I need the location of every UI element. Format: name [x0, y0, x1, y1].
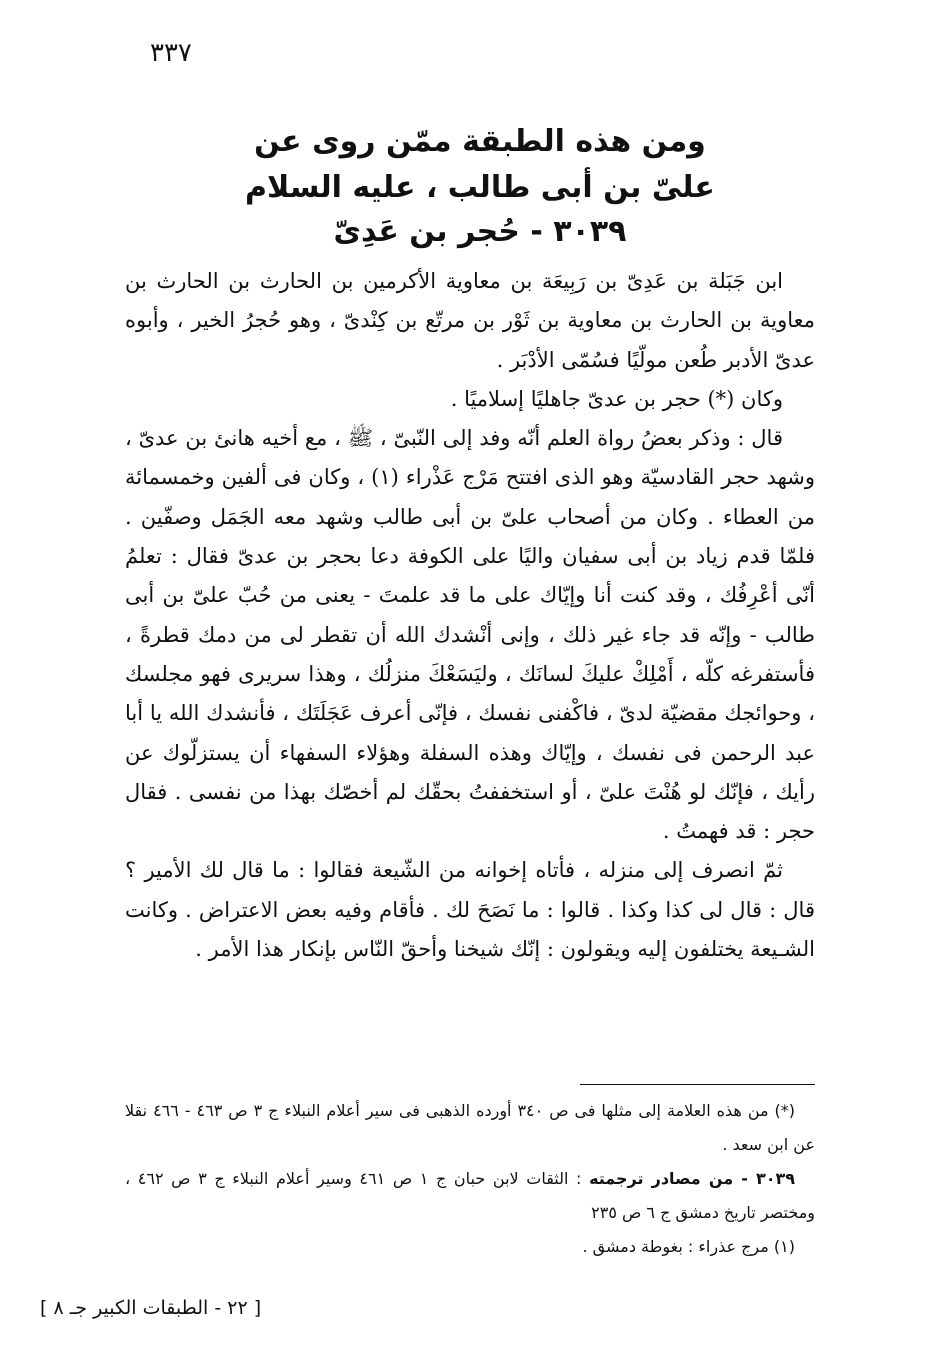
footnote-1: (١) مرج عذراء : بغوطة دمشق . [582, 1237, 795, 1256]
paragraph: وكان (*) حجر بن عدىّ جاهليًا إسلاميًا . [450, 386, 783, 411]
paragraph: قال : وذكر بعضُ رواة العلم أنّه وفد إلى النّبىّ ، ﷺ ، مع أخيه هانئ بن عدىّ ، وشهد حجر القادسيّة وهو الذى افتتح مَرْج عَذْراء (١) ، وكان فى ألفين وخمسمائة من العطاء . وكان من أصحاب علىّ بن أبى طالب وشهد معه الجَمَل وصفّين . فلمّا قدم زياد بن أبى سفيان واليًا على الكوفة دعا بحجر بن عدىّ فقال : تعلمُ أنّى أعْرِفُك ، وقد كنت أنا وإيّاك على ما قد علمتَ - يعنى من حُبّ علىّ بن أبى طالب - وإنّه قد جاء غير ذلك ، وإنى أنْشدك الله أن تقطر لى من دمك قطرةً ، فأستفرغه كلّه ، أَمْلِكْ عليكَ لسانَك ، وليَسَعْكَ منزلُك ، وهذا سريرى فهو مجلسك ، وحوائجك مقضيّة لدىّ ، فاكْفنى نفسك ، فإنّى أعرف عَجَلَتَك ، فأنشدك الله يا أبا عبد الرحمن فى نفسك ، وإيّاك وهذه السفلة وهؤلاء السفهاء أن يستزلّوك عن رأيك ، فإنّك لو هُنْتَ علىّ ، أو استخففتُ بحقّك لم أخصّك بهذا من نفسى . فقال حجر : قد فهمتُ . [125, 426, 815, 844]
body-text [125, 262, 815, 969]
footnotes [125, 1094, 815, 1264]
paragraph: ثمّ انصرف إلى منزله ، فأتاه إخوانه من الشّيعة فقالوا : ما قال لك الأمير ؟ قال : قال لى كذا وكذا . قالوا : ما نَصَحَ لك . فأقام وفيه بعض الاعتراض . وكانت الشـيعة يختلفون إليه ويقولون : إنّك شيخنا وأحقّ النّاس بإنكار هذا الأمر . [125, 858, 815, 962]
page-footer: [ ٢٢ - الطبقات الكبير جـ ٨ ] [40, 1297, 262, 1319]
page-number: ٣٣٧ [150, 38, 192, 68]
footnote-star: (*) من هذه العلامة إلى مثلها فى ص ٣٤٠ أورده الذهبى فى سير أعلام النبلاء ج ٣ ص ٤٦٣ - ٤٦٦ نقلا عن ابن سعد . [125, 1101, 815, 1154]
footnote-sources-text: : الثقات لابن حبان ج ١ ص ٤٦١ وسير أعلام النبلاء ج ٣ ص ٤٦٢ ، ومختصر تاريخ دمشق ج ٦ ص ٢٣٥ [125, 1169, 815, 1222]
section-heading-subtitle: علىّ بن أبى طالب ، عليه السلام [245, 170, 715, 205]
entry-title: ٣٠٣٩ - حُجر بن عَدِىّ [333, 214, 627, 249]
footnote-sources [125, 1162, 815, 1230]
footnote-divider [580, 1084, 815, 1085]
footnote-sources-lead: ٣٠٣٩ - من مصادر ترجمته [589, 1169, 796, 1188]
paragraph: ابن جَبَلة بن عَدِىّ بن رَبِيعَة بن معاوية الأكرمين بن الحارث بن الحارث بن معاوية بن الحارث بن معاوية بن ثَوْر بن مرتّع بن كِنْدىّ ، وهو حُجرُ الخير ، وأبوه عدىّ الأدبر طُعن مولّيًا فسُمّى الأدْبَر . [125, 269, 815, 372]
section-heading: ومن هذه الطبقة ممّن روى عن [254, 124, 706, 159]
